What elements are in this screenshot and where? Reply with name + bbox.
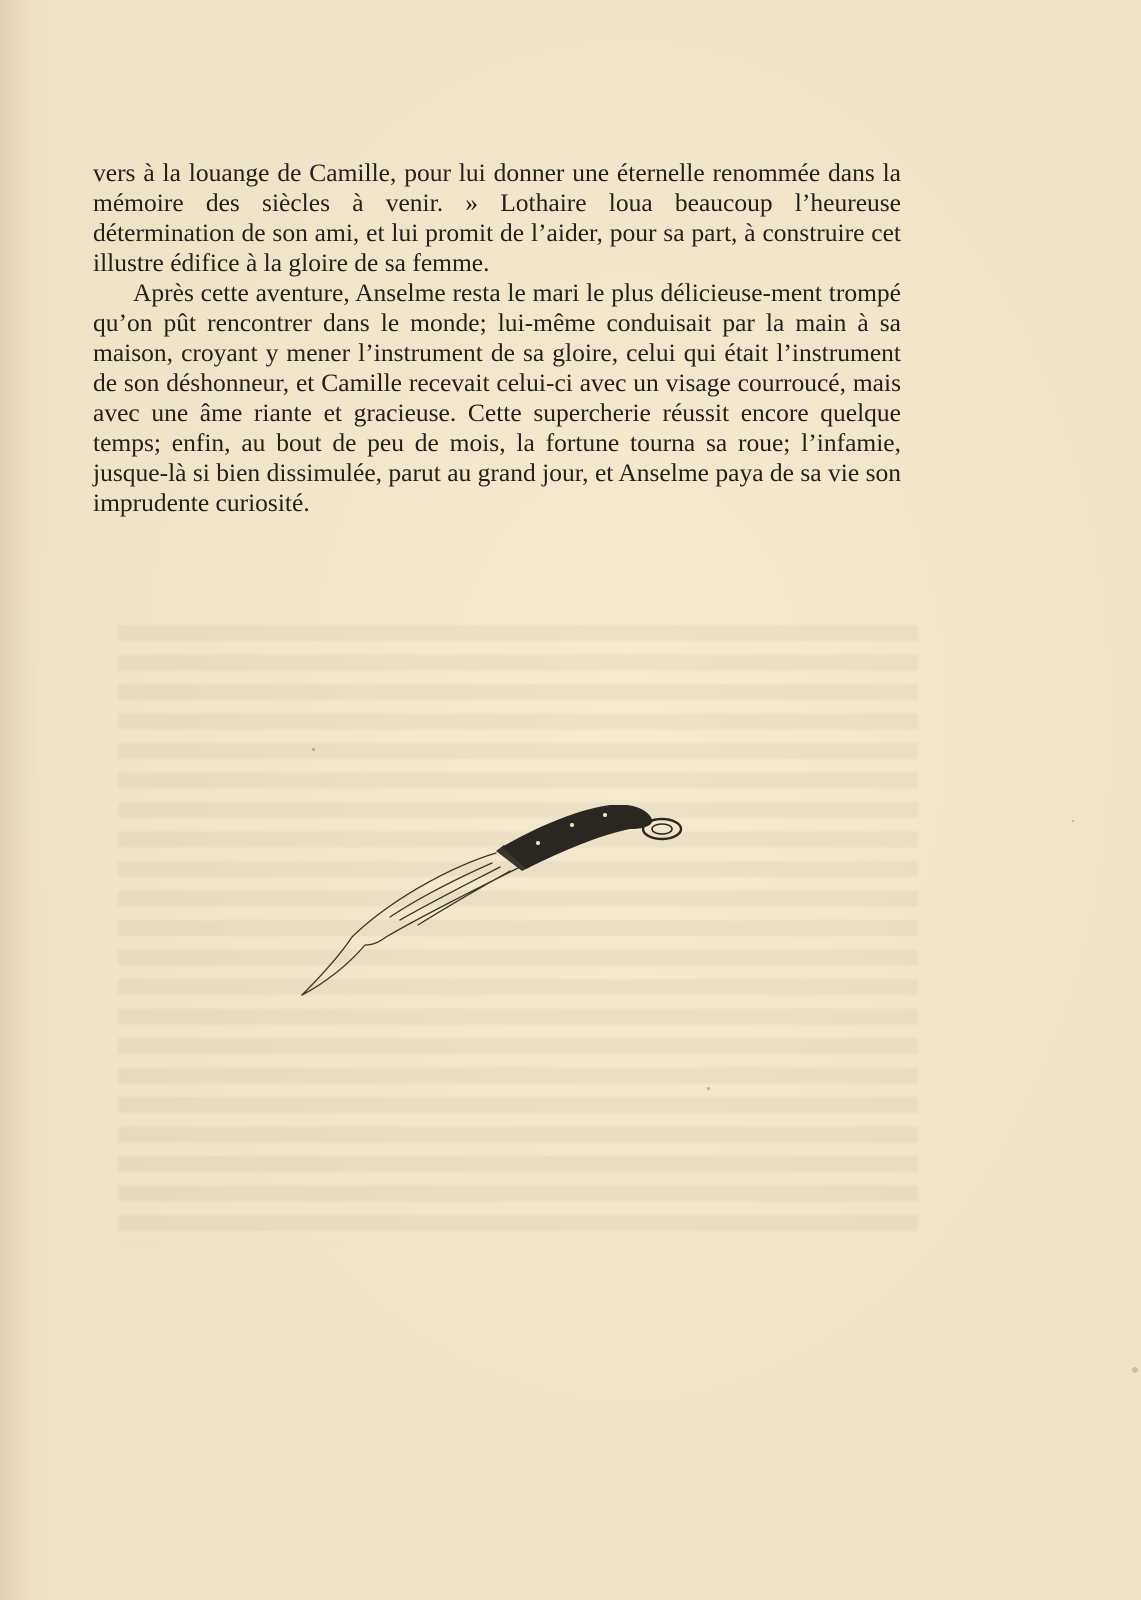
body-text xyxy=(93,158,901,518)
knife-handle xyxy=(502,805,652,869)
paragraph-1: vers à la louange de Camille, pour lui donner une éternelle renommée dans la mémoire des siècles à venir. » Lothaire loua beaucoup l’heureuse détermination de son ami, et lui promit de l’aider, pour sa part, à construire cet illustre édifice à la gloire de sa femme. xyxy=(93,158,901,277)
knife-ring xyxy=(643,819,681,839)
knife-blade xyxy=(302,853,524,995)
knife-illustration xyxy=(300,805,700,1020)
paper-speck xyxy=(312,748,315,751)
paper-speck xyxy=(1072,820,1074,822)
paper-speck xyxy=(707,1087,710,1090)
paragraph-2: Après cette aventure, Anselme resta le mari le plus délicieuse-ment trompé qu’on pût rencontrer dans le monde; lui-même conduisait par la main à sa maison, croyant y mener l’instrument de sa gloire, celui qui était l’instrument de son déshonneur, et Camille recevait celui-ci avec un visage courroucé, mais avec une âme riante et gracieuse. Cette supercherie réussit encore quelque temps; enfin, au bout de peu de mois, la fortune tourna sa roue; l’infamie, jusque-là si bien dissimulée, parut au grand jour, et Anselme paya de sa vie son imprudente curiosité. xyxy=(93,278,901,517)
paper-speck xyxy=(1132,1367,1138,1373)
